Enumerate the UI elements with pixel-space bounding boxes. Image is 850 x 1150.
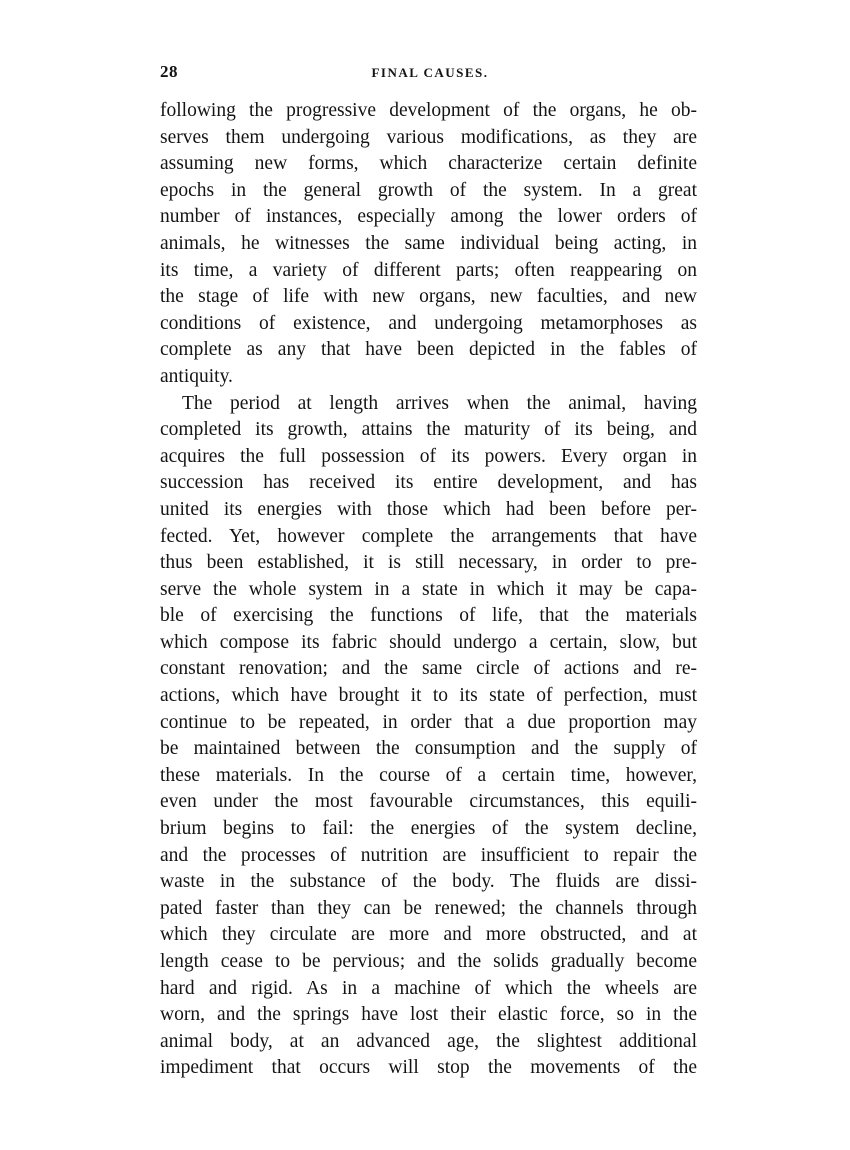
text-line: actions, which have brought it to its state of perfection, must	[160, 685, 697, 707]
text-line: even under the most favourable circumstances, this equili-	[160, 791, 697, 813]
text-line: be maintained between the consumption and the supply of	[160, 738, 697, 760]
text-line: succession has received its entire development, and has	[160, 472, 697, 494]
text-line: length cease to be pervious; and the solids gradually become	[160, 951, 697, 972]
text-line: serves them undergoing various modifications, as they are	[160, 126, 697, 148]
text-line: ble of exercising the functions of life, that the materials	[160, 605, 697, 627]
text-line: serve the whole system in a state in which it may be capa-	[160, 578, 697, 600]
text-line: animal body, at an advanced age, the slightest additional	[160, 1030, 697, 1052]
text-line: which compose its fabric should undergo a certain, slow, but	[160, 631, 697, 653]
text-line: fected. Yet, however complete the arrangements that have	[160, 525, 697, 547]
text-line: these materials. In the course of a certain time, however,	[160, 764, 697, 786]
text-line: brium begins to fail: the energies of the system decline,	[160, 818, 697, 840]
text-line: thus been established, it is still necessary, in order to pre-	[160, 552, 697, 574]
text-line: united its energies with those which had been before per-	[160, 498, 697, 520]
text-line: the stage of life with new organs, new faculties, and new	[160, 286, 697, 308]
text-line: its time, a variety of different parts; often reappearing on	[160, 259, 697, 281]
text-line: animals, he witnesses the same individual being acting, in	[160, 232, 697, 254]
text-line: conditions of existence, and undergoing metamorphoses as	[160, 312, 697, 334]
text-line: number of instances, especially among the lower orders of	[160, 206, 697, 228]
text-line: epochs in the general growth of the system. In a great	[160, 179, 697, 201]
running-head	[160, 62, 700, 86]
text-line: The period at length arrives when the animal, having	[182, 392, 697, 414]
text-line: antiquity.	[160, 365, 233, 387]
text-line: continue to be repeated, in order that a due proportion may	[160, 711, 697, 733]
page-number: 28	[160, 62, 178, 81]
text-line: complete as any that have been depicted in the fables of	[160, 339, 697, 361]
text-line: hard and rigid. As in a machine of which the wheels are	[160, 977, 697, 999]
text-line: pated faster than they can be renewed; the channels through	[160, 897, 697, 919]
text-line: worn, and the springs have lost their elastic force, so in the	[160, 1004, 697, 1026]
text-line: constant renovation; and the same circle of actions and re-	[160, 658, 697, 680]
text-line: which they circulate are more and more obstructed, and at	[160, 924, 697, 946]
text-line: assuming new forms, which characterize certain definite	[160, 153, 697, 175]
text-line: acquires the full possession of its powers. Every organ in	[160, 445, 697, 467]
body-text	[160, 98, 697, 1082]
running-title: FINAL CAUSES.	[371, 65, 489, 80]
text-line: following the progressive development of the organs, he ob-	[160, 100, 697, 121]
text-line: completed its growth, attains the maturity of its being, and	[160, 419, 697, 441]
text-line: and the processes of nutrition are insufficient to repair the	[160, 844, 697, 866]
text-line: waste in the substance of the body. The fluids are dissi-	[160, 871, 697, 893]
text-line: impediment that occurs will stop the movements of the	[160, 1057, 697, 1079]
